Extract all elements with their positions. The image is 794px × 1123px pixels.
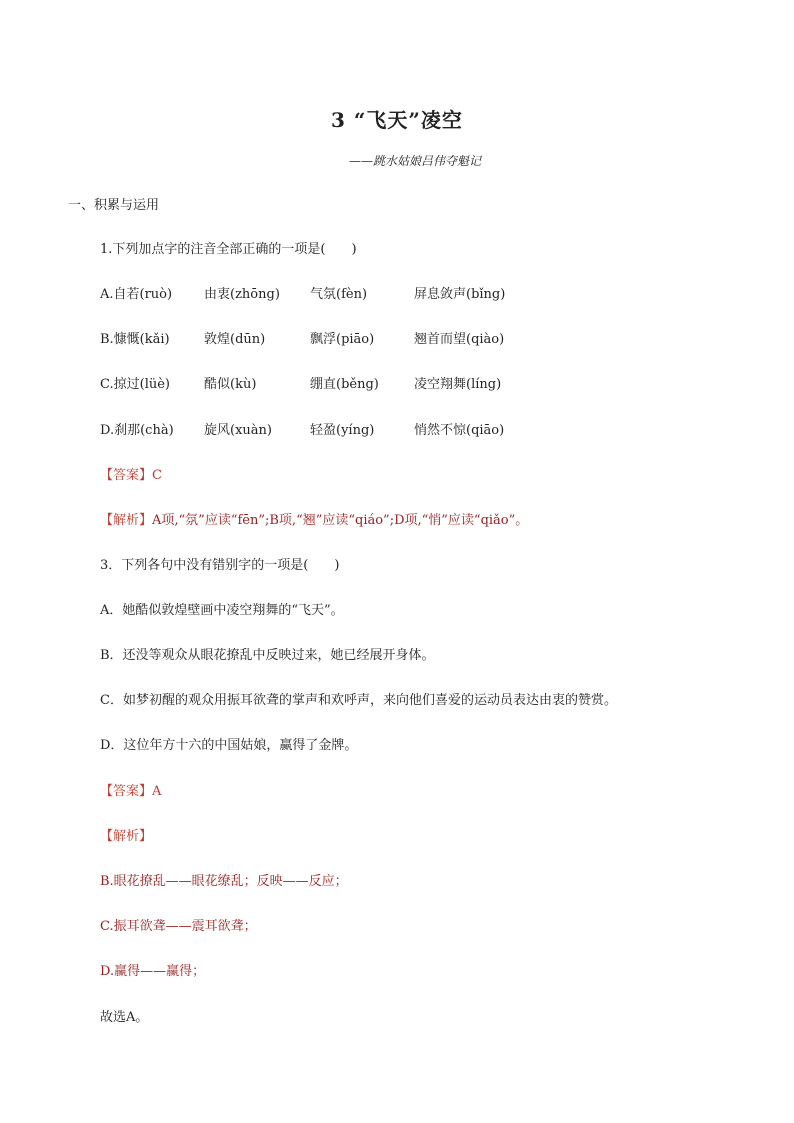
q3-analysis-label: 【解析】 <box>100 829 153 844</box>
section-heading: 一、积累与运用 <box>68 198 160 213</box>
q3-analysis-line-1: B.眼花撩乱——眼花缭乱；反映——反应； <box>100 874 348 889</box>
q1-analysis-label: 【解析】 <box>100 513 153 528</box>
q3-answer-value: A <box>152 784 162 799</box>
q1-a-2: 由衷(zhōng) <box>204 287 280 302</box>
q1-c-1: C.掠过(lüè) <box>100 377 170 392</box>
page-title: 3 “飞天”凌空 <box>331 108 463 132</box>
q1-answer-value: C <box>152 468 162 483</box>
page-subtitle <box>0 152 794 169</box>
q1-analysis-text: A项,“氛”应读“fēn”;B项,“翘”应读“qiáo”;D项,“悄”应读“qiǎo”。 <box>152 513 529 528</box>
question-3-stem: 3．下列各句中没有错别字的一项是( ) <box>100 558 340 573</box>
q3-conclusion: 故选A。 <box>100 1010 149 1025</box>
q1-answer-label: 【答案】 <box>100 468 153 483</box>
q1-b-1: B.慷慨(kǎi) <box>100 332 170 347</box>
q1-b-4: 翘首而望(qiào) <box>414 332 505 347</box>
q3-analysis-line-2: C.振耳欲聋——震耳欲聋； <box>100 919 257 934</box>
q3-answer <box>100 782 161 802</box>
q1-a-3: 气氛(fèn) <box>310 287 368 302</box>
q1-a-1: A.自若(ruò) <box>100 287 173 302</box>
q3-option-b: B．还没等观众从眼花撩乱中反映过来，她已经展开身体。 <box>100 648 435 663</box>
q3-option-d: D．这位年方十六的中国姑娘，赢得了金牌。 <box>100 738 358 753</box>
q1-analysis <box>100 511 528 531</box>
q3-option-a: A．她酷似敦煌壁画中凌空翔舞的“飞天”。 <box>100 603 344 618</box>
subtitle-text: ——跳水姑娘吕伟夺魁记 <box>348 154 481 168</box>
q1-b-2: 敦煌(dūn) <box>204 332 266 347</box>
q1-c-3: 绷直(běng) <box>310 377 379 392</box>
q1-a-4: 屏息敛声(bǐng) <box>414 287 506 302</box>
q1-d-1: D.刹那(chà) <box>100 423 174 438</box>
q1-c-4: 凌空翔舞(líng) <box>414 377 502 392</box>
question-1-stem: 1.下列加点字的注音全部正确的一项是( ) <box>100 242 357 257</box>
q1-d-3: 轻盈(yíng) <box>310 423 375 438</box>
q3-analysis-line-3: D.赢得——赢得； <box>100 964 206 979</box>
q3-option-c: C．如梦初醒的观众用振耳欲聋的掌声和欢呼声，来向他们喜爱的运动员表达由衷的赞赏。 <box>100 693 617 708</box>
q1-answer <box>100 466 162 486</box>
q1-b-3: 飘浮(piāo) <box>310 332 375 347</box>
q1-c-2: 酷似(kù) <box>204 377 257 392</box>
q1-d-4: 悄然不惊(qiāo) <box>414 423 505 438</box>
q3-answer-label: 【答案】 <box>100 784 153 799</box>
q1-d-2: 旋风(xuàn) <box>204 423 272 438</box>
